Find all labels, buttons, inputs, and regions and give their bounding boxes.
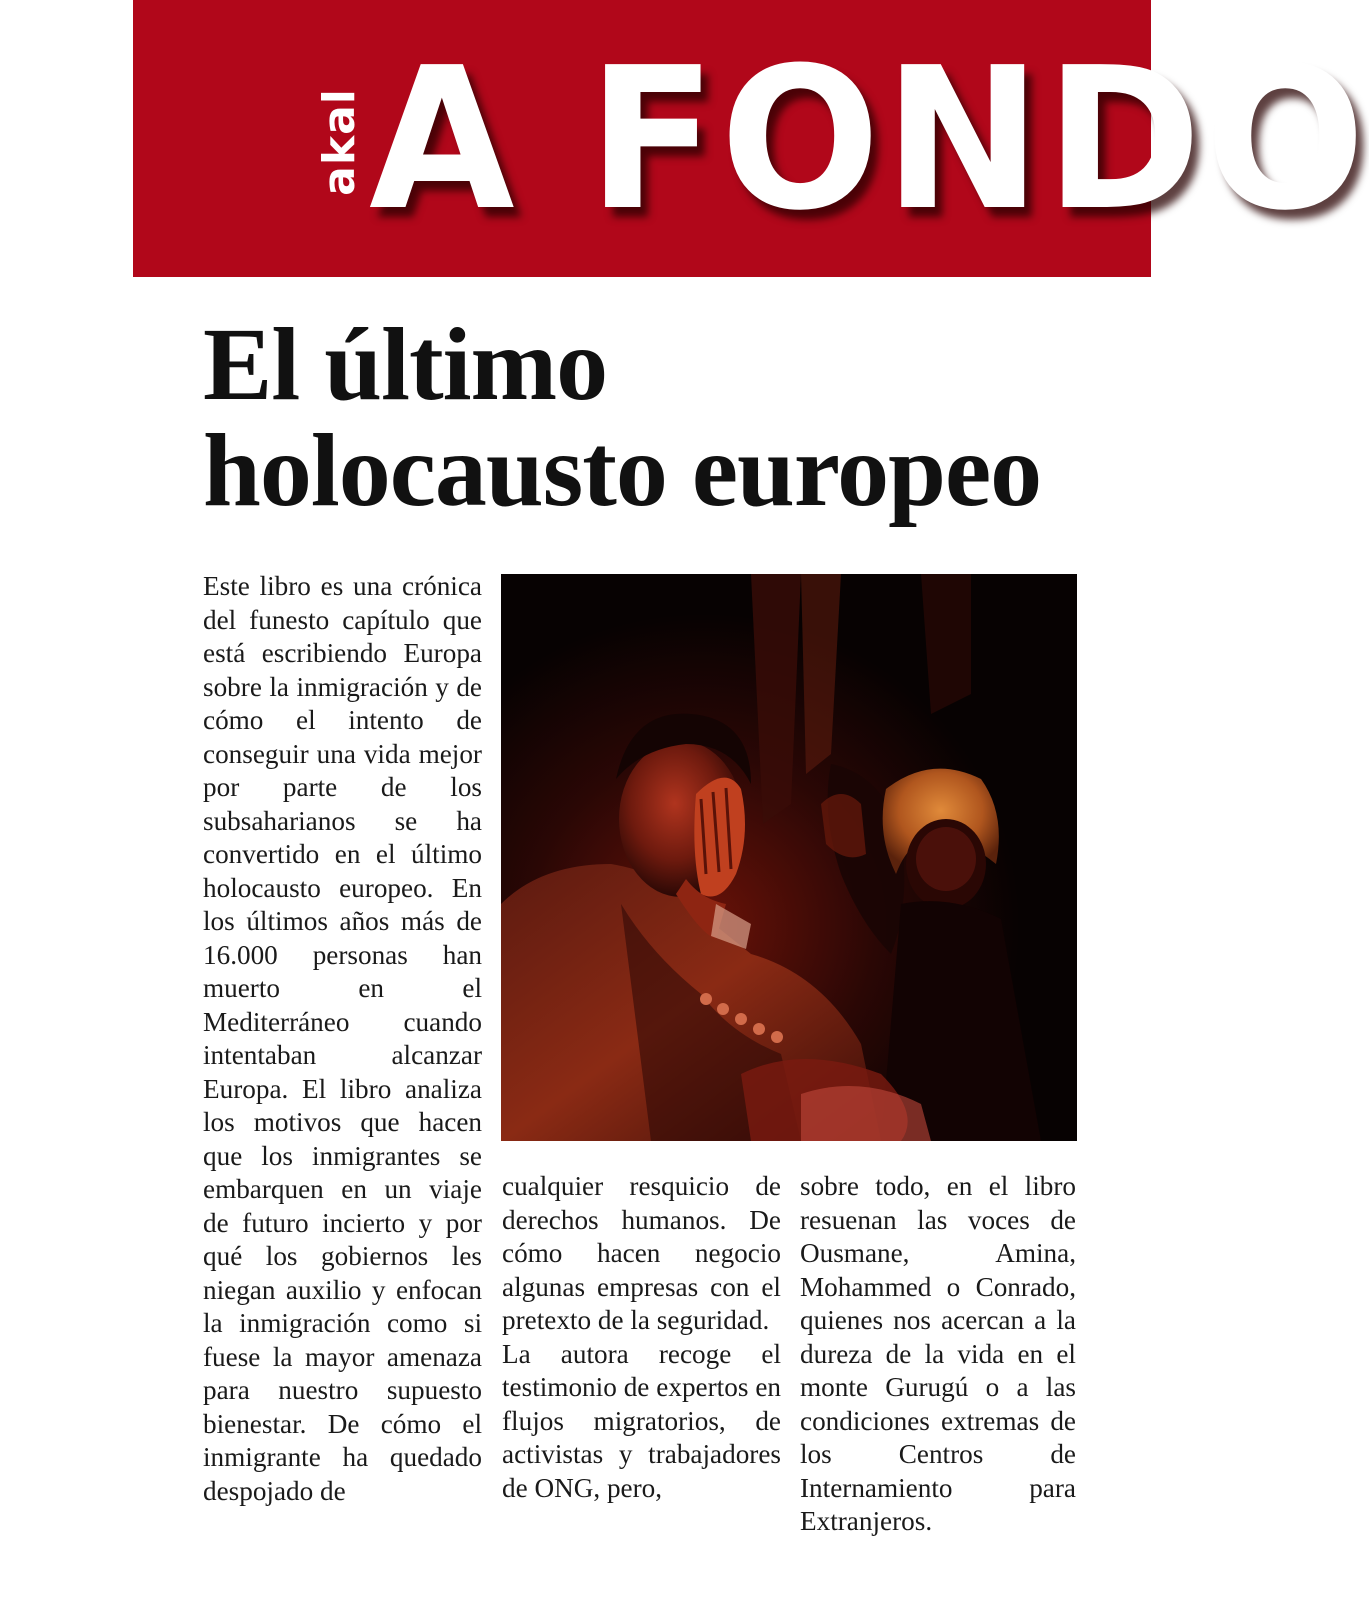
body-paragraph-4: sobre todo, en el libro resuenan las voces de Ousmane, Amina, Mohammed o Conrado, quienes nos acercan a la dureza de la vida en el monte Gurugú o a las condiciones extremas de los Centros de Internamiento para Extranjeros. bbox=[800, 1171, 1076, 1536]
text-column-1 bbox=[203, 570, 482, 1508]
text-column-2 bbox=[502, 1170, 781, 1505]
publisher-name: akal bbox=[314, 88, 365, 196]
book-title bbox=[203, 307, 1103, 528]
body-paragraph-2: cualquier resquicio de derechos humanos. De cómo hacen negocio algunas empresas con el pretexto de la seguridad. bbox=[502, 1171, 781, 1335]
book-title-line-2: holocausto europeo bbox=[203, 413, 1042, 528]
body-paragraph-3: La autora recoge el testimonio de expertos en flujos migratorios, de activistas y trabajadores de ONG, pero, bbox=[502, 1338, 781, 1503]
cover-photo bbox=[501, 574, 1077, 1141]
collection-banner bbox=[133, 0, 1369, 277]
publisher-logo bbox=[314, 64, 365, 220]
cover-photo-illustration bbox=[501, 574, 1077, 1141]
text-column-3 bbox=[800, 1170, 1076, 1539]
body-paragraph-1: Este libro es una crónica del funesto capítulo que está escribiendo Europa sobre la inmigración y de cómo el intento de conseguir una vida mejor por parte de los subsaharianos se ha convertido en el último holocausto europeo. En los últimos años más de 16.000 personas han muerto en el Mediterráneo cuando intentaban alcanzar Europa. El libro analiza los motivos que hacen que los inmigrantes se embarquen en un viaje de futuro incierto y por qué los gobiernos les niegan auxilio y enfocan la inmigración como si fuese la mayor amenaza para nuestro supuesto bienestar. De cómo el inmigrante ha quedado despojado de bbox=[203, 571, 482, 1506]
book-title-line-1: El último bbox=[203, 307, 608, 422]
collection-title: A FONDO bbox=[369, 26, 1369, 254]
